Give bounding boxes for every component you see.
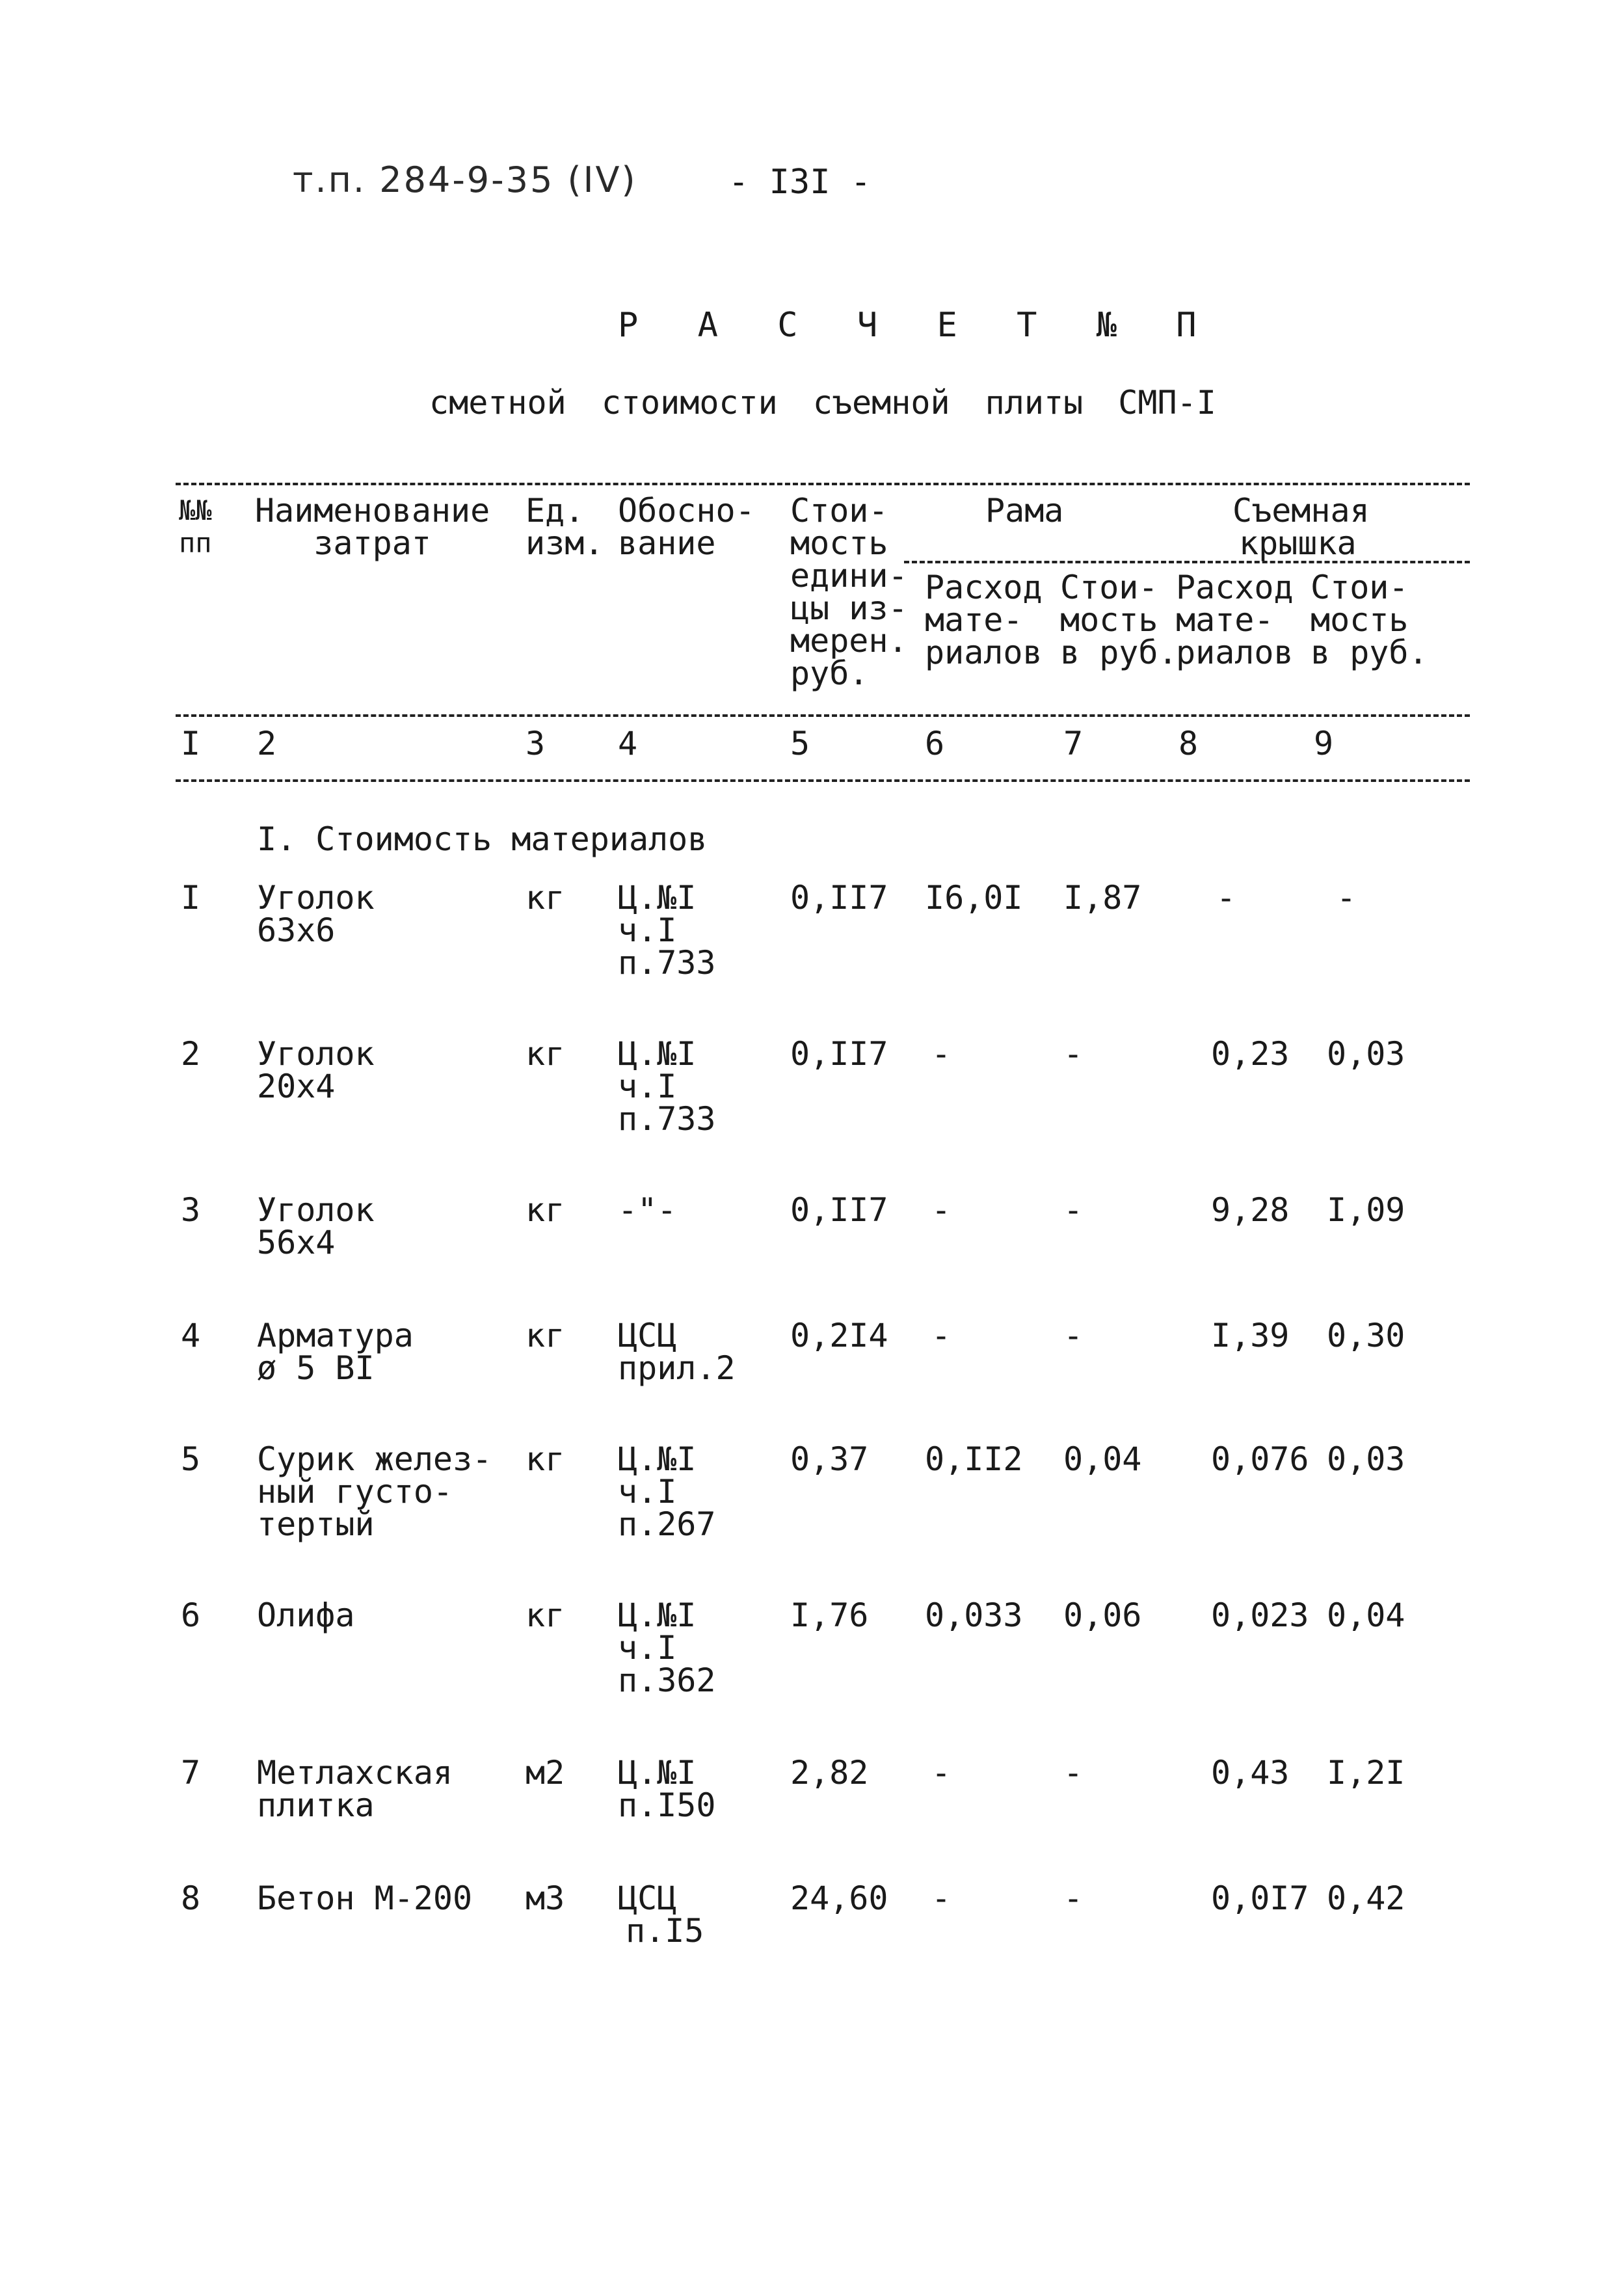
- row-unit-cost: 0,II7: [790, 1035, 888, 1073]
- row-name-line: Метлахская: [257, 1754, 453, 1792]
- column-number: I: [181, 725, 201, 762]
- column-number: 5: [790, 725, 810, 762]
- row-name: [257, 1035, 375, 1105]
- row-frame-qty: -: [931, 1035, 952, 1073]
- page-subtitle: сметной стоимости съемной плиты СМП-I: [429, 384, 1216, 422]
- row-frame-cost: I,87: [1063, 879, 1142, 917]
- row-frame-cost: -: [1063, 1317, 1084, 1354]
- row-cover-cost: 0,03: [1327, 1035, 1405, 1073]
- row-cover-cost: 0,42: [1327, 1879, 1405, 1917]
- row-name: [257, 1317, 414, 1387]
- section-title: I. Стоимость материалов: [257, 820, 708, 858]
- row-cover-qty: -: [1216, 879, 1236, 917]
- row-cover-qty: 0,076: [1211, 1440, 1309, 1478]
- row-name-line: Арматура: [257, 1317, 414, 1354]
- header-frame-cost: Стои- мость в руб.: [1060, 569, 1178, 671]
- row-cover-cost: -: [1337, 879, 1357, 917]
- row-cover-qty: 0,43: [1211, 1754, 1290, 1792]
- row-basis-line: ЦСЦ: [618, 1317, 677, 1354]
- row-basis-line: ч.I: [618, 1068, 677, 1105]
- row-basis-line: Ц.№I: [618, 1754, 697, 1792]
- row-name: [257, 1191, 375, 1261]
- row-name-line: ø 5 BI: [257, 1349, 375, 1387]
- row-frame-cost: 0,04: [1063, 1440, 1142, 1478]
- document-code: т.п. 284-9-35 (IV): [293, 159, 637, 200]
- row-name-line: Уголок: [257, 1191, 375, 1229]
- row-cover-cost: 0,04: [1327, 1596, 1405, 1634]
- column-number: 4: [618, 725, 638, 762]
- row-basis-line: Ц.№I: [618, 879, 697, 917]
- header-group-cover: Съемная крышка: [1232, 492, 1370, 562]
- row-name-line: 63х6: [257, 911, 336, 949]
- row-cover-qty: I,39: [1211, 1317, 1290, 1354]
- column-number: 6: [925, 725, 945, 762]
- row-cover-qty: 0,0I7: [1211, 1879, 1309, 1917]
- row-cover-qty: 0,23: [1211, 1035, 1290, 1073]
- row-basis-line: п.733: [618, 1100, 716, 1138]
- header-basis: Обосно- вание: [618, 492, 755, 562]
- header-name: Наименование затрат: [255, 492, 490, 562]
- row-basis-line: п.I50: [618, 1786, 716, 1824]
- column-number: 9: [1314, 725, 1334, 762]
- row-basis-line: п.I5: [626, 1912, 704, 1950]
- row-frame-qty: -: [931, 1191, 952, 1229]
- row-basis: [618, 1317, 736, 1387]
- row-basis-line: ЦСЦ: [618, 1879, 677, 1917]
- row-basis-line: Ц.№I: [618, 1035, 697, 1073]
- column-number: 8: [1178, 725, 1199, 762]
- row-name-line: ный густо-: [257, 1473, 453, 1511]
- row-unit: кг: [526, 1317, 565, 1354]
- row-name-line: Уголок: [257, 879, 375, 917]
- row-frame-cost: -: [1063, 1879, 1084, 1917]
- row-name-line: Уголок: [257, 1035, 375, 1073]
- row-frame-qty: 0,II2: [925, 1440, 1023, 1478]
- row-basis-line: ч.I: [618, 1473, 677, 1511]
- row-name-line: тертый: [257, 1505, 375, 1543]
- row-number: I: [181, 879, 201, 917]
- row-unit: кг: [526, 1440, 565, 1478]
- row-basis: [618, 1191, 677, 1229]
- row-cover-cost: 0,03: [1327, 1440, 1405, 1478]
- row-basis: [618, 1035, 716, 1138]
- row-basis-line: п.362: [618, 1661, 716, 1699]
- row-name-line: 20х4: [257, 1068, 336, 1105]
- row-cover-cost: 0,30: [1327, 1317, 1405, 1354]
- row-basis: [618, 1879, 704, 1950]
- row-frame-qty: I6,0I: [925, 879, 1023, 917]
- row-number: 5: [181, 1440, 201, 1478]
- row-basis-line: Ц.№I: [618, 1596, 697, 1634]
- row-number: 4: [181, 1317, 201, 1354]
- header-number: №№ пп: [179, 494, 212, 559]
- group-header-rule: [904, 561, 1470, 563]
- row-name-line: Сурик желез-: [257, 1440, 492, 1478]
- row-unit: м2: [526, 1754, 565, 1792]
- row-unit: м3: [526, 1879, 565, 1917]
- row-frame-qty: -: [931, 1754, 952, 1792]
- row-cover-qty: 0,023: [1211, 1596, 1309, 1634]
- row-basis: [618, 1596, 716, 1699]
- column-numbers-rule: [176, 779, 1470, 782]
- row-frame-qty: -: [931, 1317, 952, 1354]
- row-cover-cost: I,09: [1327, 1191, 1405, 1229]
- row-cover-cost: I,2I: [1327, 1754, 1405, 1792]
- row-basis: [618, 1756, 716, 1822]
- row-unit-cost: 0,II7: [790, 879, 888, 917]
- row-number: 7: [181, 1754, 201, 1792]
- row-name: [257, 881, 375, 947]
- row-name-line: плитка: [257, 1786, 375, 1824]
- column-number: 7: [1063, 725, 1084, 762]
- header-unit: Ед. изм.: [526, 492, 604, 562]
- row-unit-cost: 0,2I4: [790, 1317, 888, 1354]
- row-unit: кг: [526, 1596, 565, 1634]
- row-basis-line: ч.I: [618, 911, 677, 949]
- row-frame-cost: 0,06: [1063, 1596, 1142, 1634]
- row-unit-cost: 0,II7: [790, 1191, 888, 1229]
- row-basis: [618, 879, 716, 982]
- table-top-rule: [176, 483, 1470, 485]
- row-unit: кг: [526, 1191, 565, 1229]
- row-name: [257, 1440, 492, 1543]
- row-number: 2: [181, 1035, 201, 1073]
- row-basis: [618, 1440, 716, 1543]
- row-basis-line: ч.I: [618, 1629, 677, 1667]
- row-unit: кг: [526, 879, 565, 917]
- row-cover-qty: 9,28: [1211, 1191, 1290, 1229]
- row-name-line: Олифа: [257, 1596, 355, 1634]
- row-number: 3: [181, 1191, 201, 1229]
- header-frame-qty: Расход мате- риалов: [925, 569, 1043, 671]
- row-basis-line: п.733: [618, 944, 716, 982]
- row-name-line: Бетон М-200: [257, 1879, 473, 1917]
- row-number: 6: [181, 1596, 201, 1634]
- row-frame-cost: -: [1063, 1035, 1084, 1073]
- page-number: - I3I -: [728, 163, 872, 202]
- header-cover-cost: Стои- мость в руб.: [1311, 569, 1428, 671]
- row-name: [257, 1879, 473, 1917]
- row-frame-cost: -: [1063, 1754, 1084, 1792]
- row-unit-cost: 0,37: [790, 1440, 869, 1478]
- row-frame-qty: -: [931, 1879, 952, 1917]
- row-frame-qty: 0,033: [925, 1596, 1023, 1634]
- header-cover-qty: Расход мате- риалов: [1176, 569, 1294, 671]
- row-basis-line: Ц.№I: [618, 1440, 697, 1478]
- row-frame-cost: -: [1063, 1191, 1084, 1229]
- row-number: 8: [181, 1879, 201, 1917]
- row-name: [257, 1756, 453, 1822]
- header-group-frame: Рама: [985, 492, 1064, 530]
- row-basis-line: прил.2: [618, 1349, 736, 1387]
- header-unit-cost: Стои- мость едини- цы из- мерен. руб.: [790, 492, 908, 692]
- row-unit: кг: [526, 1035, 565, 1073]
- page-title: Р А С Ч Е Т № П: [618, 306, 1216, 345]
- row-basis-line: п.267: [618, 1505, 716, 1543]
- row-name-line: 56х4: [257, 1224, 336, 1261]
- column-number: 2: [257, 725, 277, 762]
- row-unit-cost: 2,82: [790, 1754, 869, 1792]
- header-bottom-rule: [176, 714, 1470, 717]
- row-unit-cost: 24,60: [790, 1879, 888, 1917]
- row-name: [257, 1596, 355, 1634]
- row-unit-cost: I,76: [790, 1596, 869, 1634]
- row-basis-line: -"-: [618, 1191, 677, 1229]
- column-number: 3: [526, 725, 546, 762]
